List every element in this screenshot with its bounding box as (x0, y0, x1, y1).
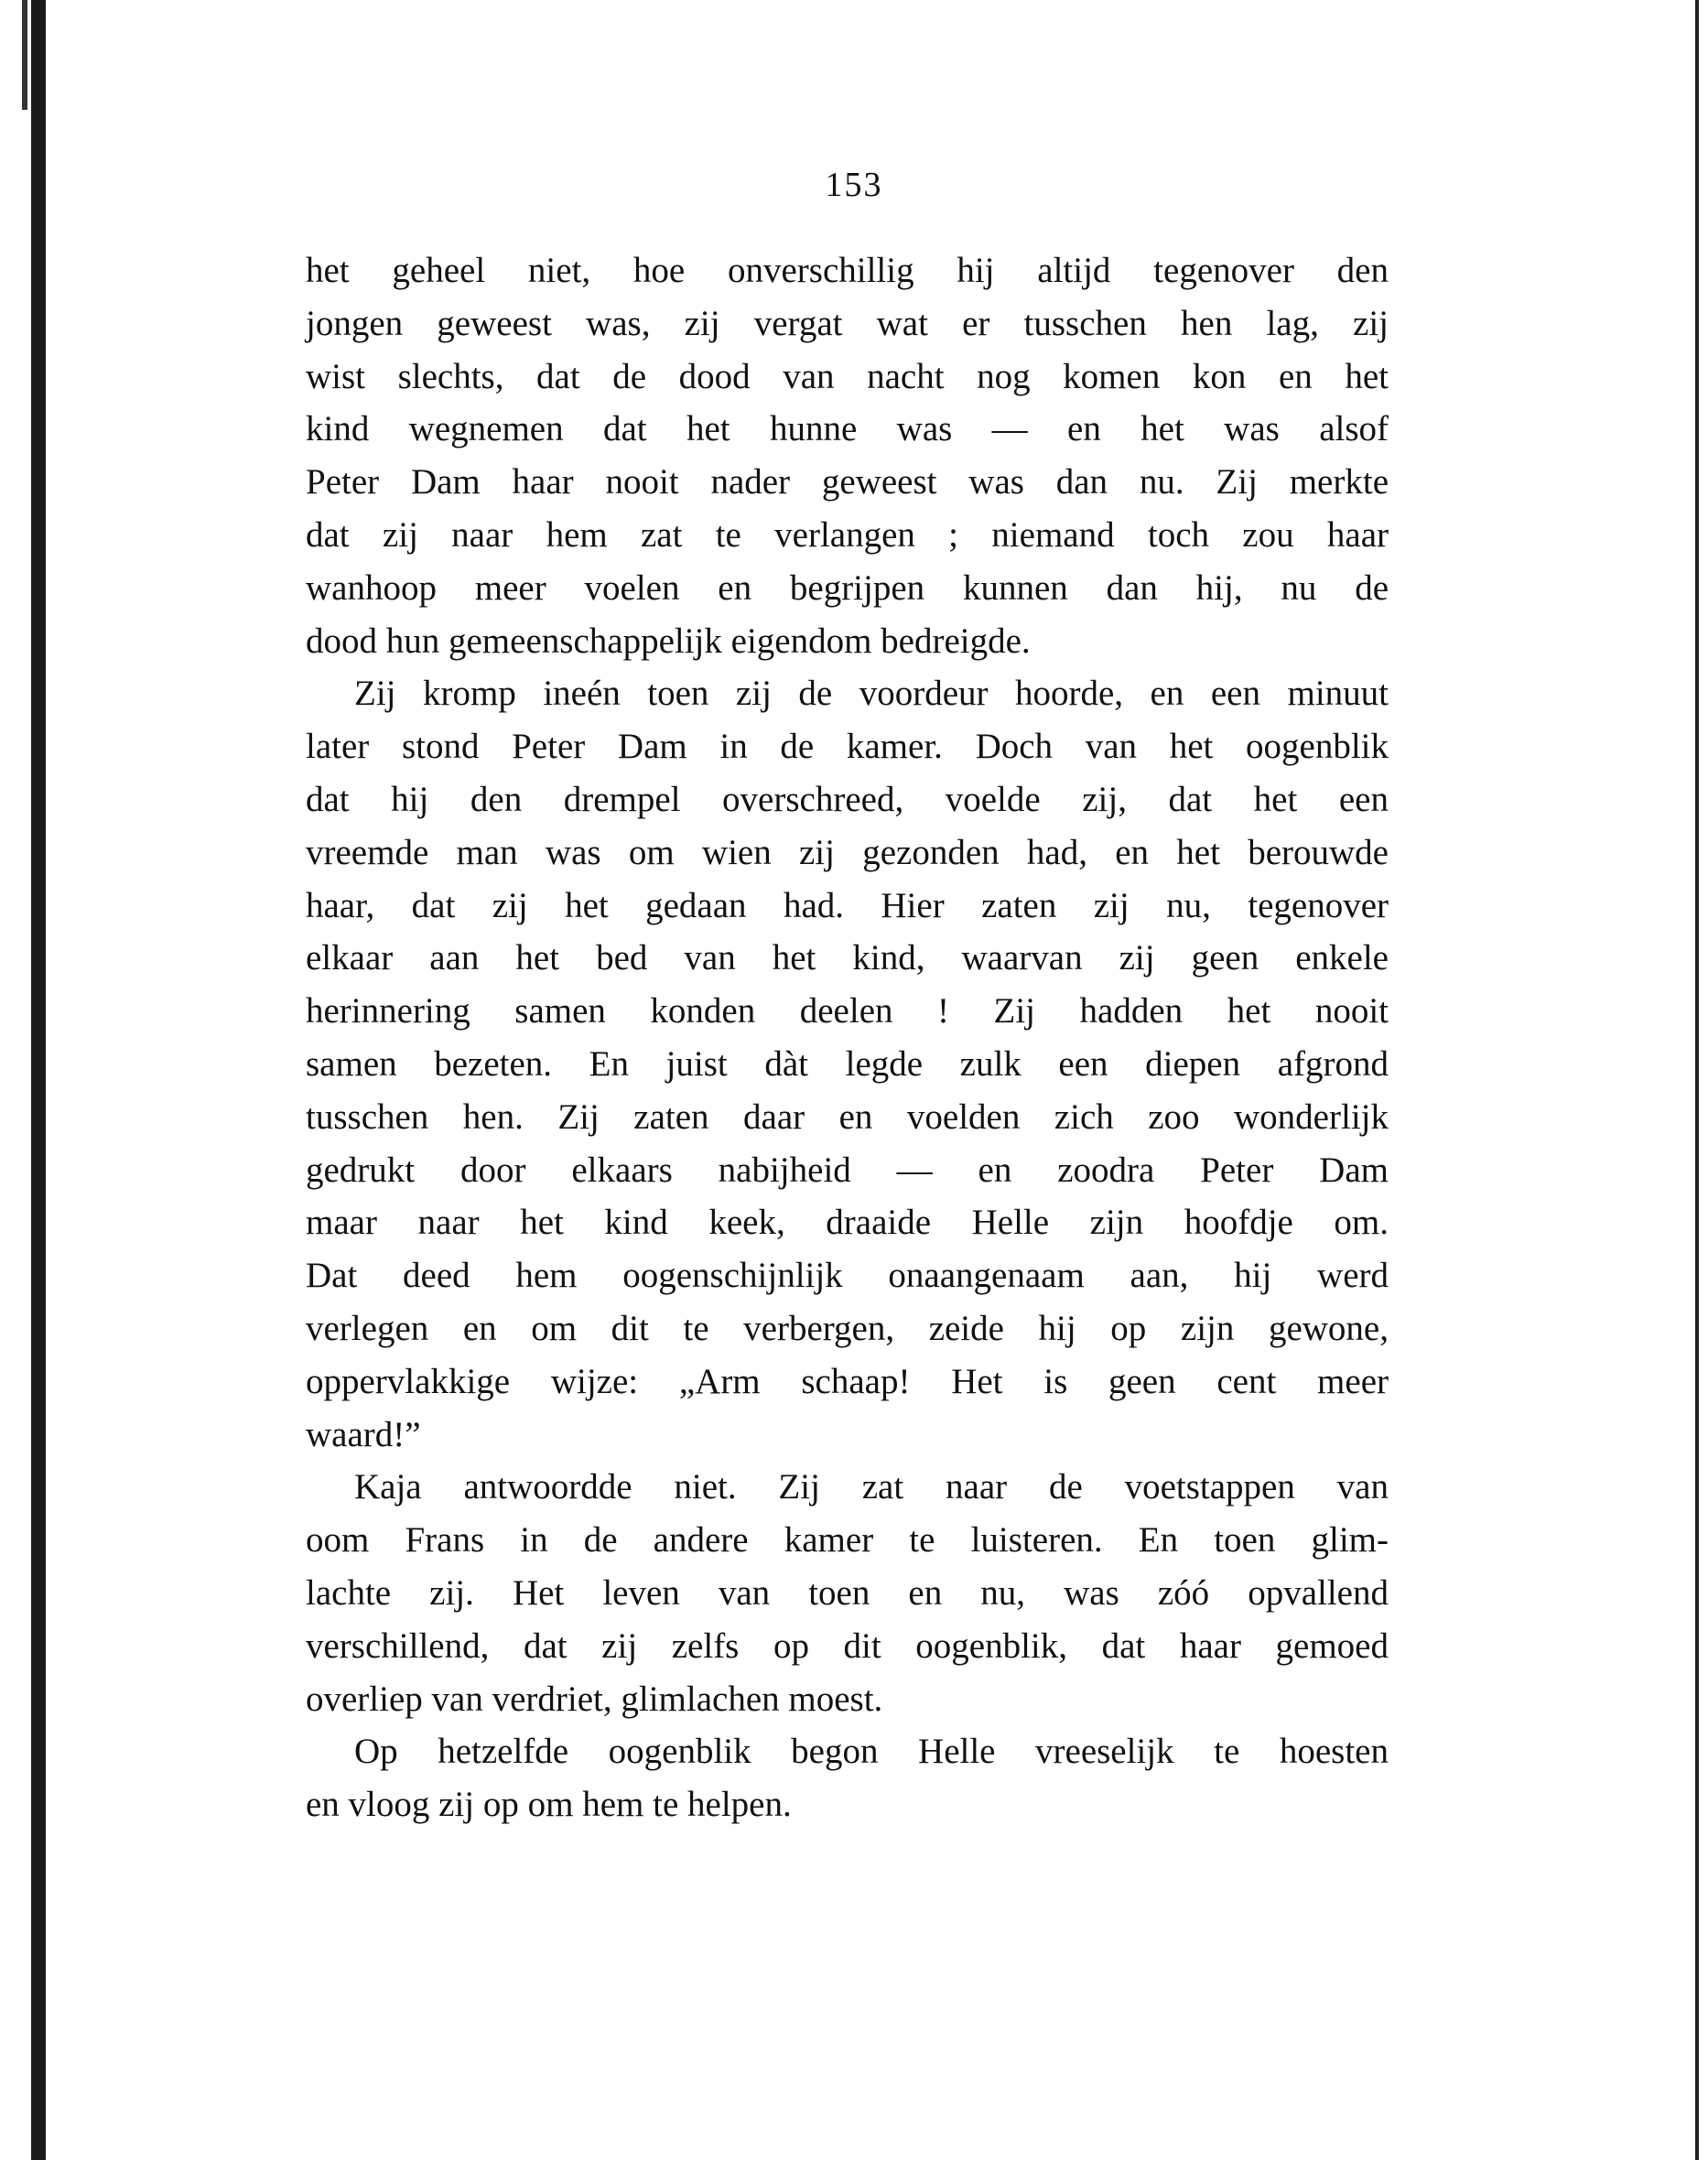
text-line: het geheel niet, hoe onverschillig hij altijd tegenover den (306, 251, 1389, 290)
paragraph (306, 667, 1389, 1461)
text-line: tusschen hen. Zij zaten daar en voelden zich zoo wonderlijk (306, 1096, 1389, 1137)
text-line: Kaja antwoordde niet. Zij zat naar de voetstappen van (354, 1467, 1389, 1507)
scan-edge-left-mark (22, 0, 27, 110)
body-text (306, 244, 1389, 1831)
paragraph (306, 1461, 1389, 1725)
text-line: verlegen en om dit te verbergen, zeide hij op zijn gewone, (306, 1308, 1389, 1348)
paragraph (306, 1725, 1389, 1831)
text-line: Dat deed hem oogenschijnlijk onaangenaam aan, hij werd (306, 1256, 1389, 1296)
text-line: wanhoop meer voelen en begrijpen kunnen dan hij, nu de (306, 567, 1389, 608)
text-line: kind wegnemen dat het hunne was — en het was alsof (306, 409, 1389, 449)
text-line: lachte zij. Het leven van toen en nu, was zóó opvallend (306, 1572, 1389, 1613)
paragraph (306, 244, 1389, 667)
text-line: elkaar aan het bed van het kind, waarvan zij geen enkele (306, 938, 1389, 978)
text-line: later stond Peter Dam in de kamer. Doch van het oogenblik (306, 727, 1389, 767)
text-line: Op hetzelfde oogenblik begon Helle vreeselijk te hoesten (354, 1732, 1389, 1772)
text-line: dat hij den drempel overschreed, voelde zij, dat het een (306, 779, 1389, 819)
scan-edge-left (31, 0, 46, 2160)
text-line: Peter Dam haar nooit nader geweest was dan nu. Zij merkte (306, 462, 1389, 502)
text-line: samen bezeten. En juist dàt legde zulk een diepen afgrond (306, 1043, 1389, 1084)
text-line: overliep van verdriet, glimlachen moest. (306, 1679, 883, 1719)
text-line: verschillend, dat zij zelfs op dit oogenblik, dat haar gemoed (306, 1625, 1389, 1666)
text-line: maar naar het kind keek, draaide Helle zijn hoofdje om. (306, 1203, 1389, 1243)
text-line: oom Frans in de andere kamer te luisteren. En toen glim- (306, 1520, 1389, 1561)
page-number: 153 (825, 166, 883, 204)
text-line: dood hun gemeenschappelijk eigendom bedreigde. (306, 621, 1031, 661)
text-line: herinnering samen konden deelen ! Zij hadden het nooit (306, 991, 1389, 1031)
text-line: jongen geweest was, zij vergat wat er tusschen hen lag, zij (306, 303, 1389, 343)
text-line: gedrukt door elkaars nabijheid — en zoodra Peter Dam (306, 1150, 1389, 1190)
scan-edge-right (1695, 0, 1699, 2160)
text-line: dat zij naar hem zat te verlangen ; niemand toch zou haar (306, 514, 1389, 555)
text-line: oppervlakkige wijze: „Arm schaap! Het is geen cent meer (306, 1361, 1389, 1401)
text-line: haar, dat zij het gedaan had. Hier zaten zij nu, tegenover (306, 885, 1389, 925)
text-line: waard!” (306, 1414, 421, 1454)
text-line: vreemde man was om wien zij gezonden had, en het berouwde (306, 832, 1389, 872)
text-line: wist slechts, dat de dood van nacht nog komen kon en het (306, 356, 1389, 396)
text-line: en vloog zij op om hem te helpen. (306, 1785, 792, 1825)
text-line: Zij kromp ineén toen zij de voordeur hoorde, en een minuut (354, 674, 1389, 714)
